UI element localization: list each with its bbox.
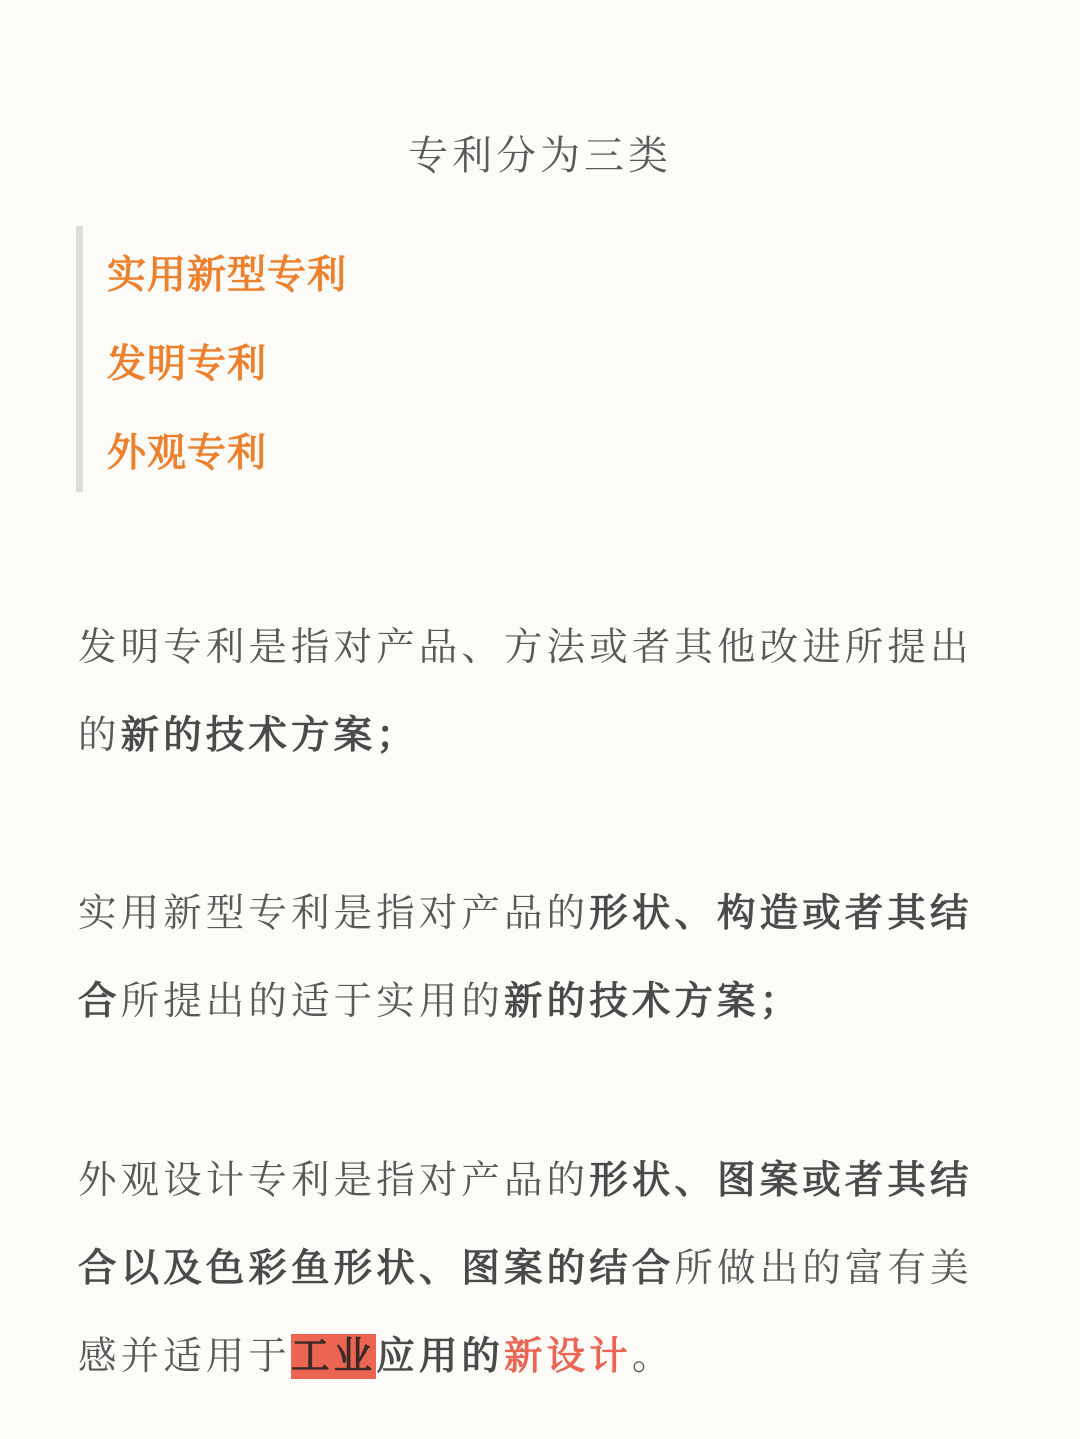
paragraph-utility-model	[78, 870, 1004, 1046]
category-invention: 发明专利	[107, 342, 268, 387]
design-red-text: 新设计	[504, 1334, 632, 1379]
invention-text: 发明专利是指对产品、方法或者其他改进所提出的	[78, 625, 973, 758]
utility-text-2: 所提出的适于实用的	[120, 979, 505, 1024]
design-text-2: 所做出的富有美感并适用于	[78, 1246, 973, 1379]
design-bold-1: 形状、图案或者其结合以及色彩鱼形状、图案的结合	[78, 1158, 973, 1291]
paragraph-design	[78, 1137, 1004, 1401]
category-blockquote	[76, 226, 683, 492]
paragraph-invention	[78, 604, 1004, 780]
page-title: 专利分为三类	[408, 133, 672, 179]
category-design: 外观专利	[107, 431, 268, 476]
utility-bold-2: 新的技术方案；	[504, 979, 803, 1024]
utility-text-1: 实用新型专利是指对产品的	[78, 891, 590, 936]
design-end: 。	[631, 1334, 675, 1379]
invention-bold: 新的技术方案；	[120, 713, 419, 758]
design-highlight: 工业	[291, 1334, 377, 1379]
design-text-1: 外观设计专利是指对产品的	[78, 1158, 590, 1203]
utility-bold-1: 形状、构造或者其结合	[78, 891, 973, 1024]
design-bold-2: 应用的	[376, 1334, 505, 1379]
category-utility-model: 实用新型专利	[107, 253, 348, 298]
